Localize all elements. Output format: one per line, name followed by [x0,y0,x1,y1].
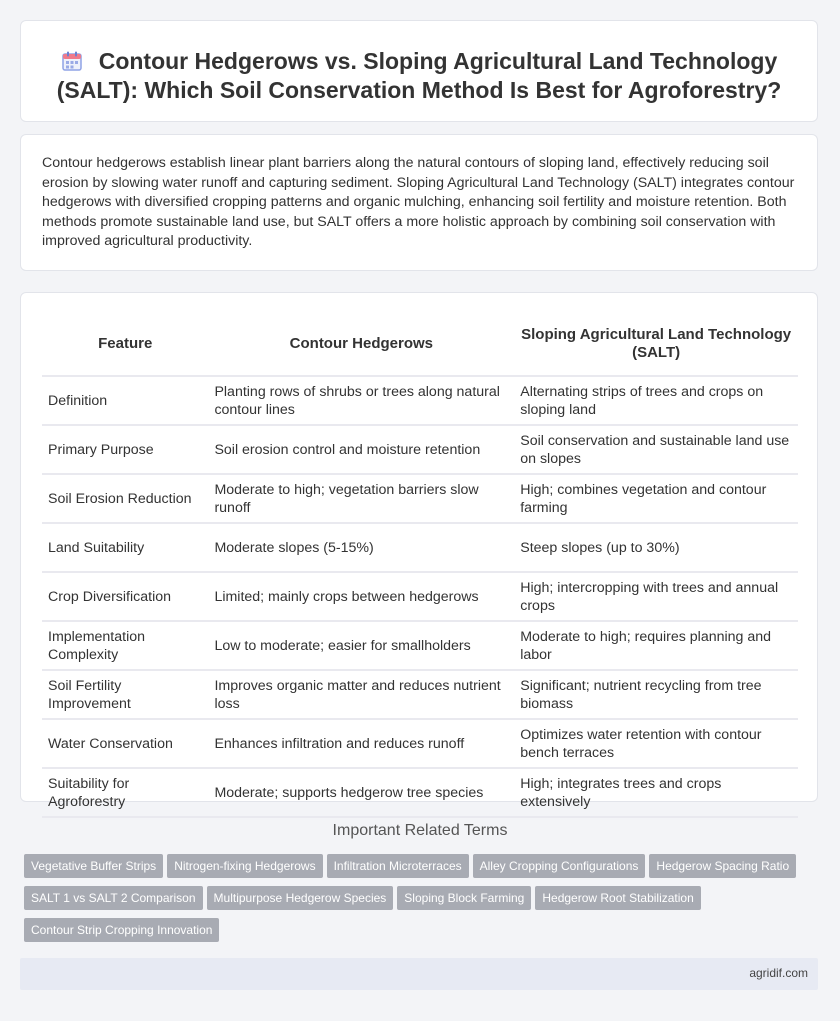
related-terms-list [24,854,824,950]
comparison-table [42,313,798,818]
intro-paragraph: Contour hedgerows establish linear plant barriers along the natural contours of sloping land, effectively reducing soil erosion by slowing water runoff and capturing sediment. Sloping Agricultural Land Technology (SALT) integrates contour hedgerows with diversified cropping patterns and organic mulching, enhancing soil fertility and moisture retention. Both methods promote sustainable land use, but SALT offers a more holistic approach by combining soil conservation with improved agricultural productivity. [42,155,795,250]
cell-salt: Soil conservation and sustainable land use on slopes [514,425,798,474]
cell-feature: Suitability for Agroforestry [42,768,208,817]
related-term-tag[interactable]: Multipurpose Hedgerow Species [207,886,394,910]
table-row [42,768,798,817]
cell-contour-hedgerows: Limited; mainly crops between hedgerows [208,572,514,621]
header-salt: Sloping Agricultural Land Technology (SALT) [514,313,798,376]
cell-feature: Definition [42,376,208,425]
cell-feature: Soil Erosion Reduction [42,474,208,523]
related-term-tag[interactable]: Vegetative Buffer Strips [24,854,163,878]
table-row [42,670,798,719]
related-term-tag[interactable]: Sloping Block Farming [397,886,531,910]
cell-salt: Alternating strips of trees and crops on sloping land [514,376,798,425]
calendar-icon [61,50,83,72]
comparison-card [20,292,818,810]
cell-feature: Land Suitability [42,523,208,572]
cell-contour-hedgerows: Improves organic matter and reduces nutrient loss [208,670,514,719]
related-term-tag[interactable]: Hedgerow Root Stabilization [535,886,700,910]
header-contour-hedgerows: Contour Hedgerows [208,313,514,376]
cell-feature: Implementation Complexity [42,621,208,670]
table-row [42,474,798,523]
table-row [42,572,798,621]
related-terms-title: Important Related Terms [332,822,508,839]
table-header-row [42,313,798,376]
page-title [21,47,817,105]
cell-contour-hedgerows: Moderate; supports hedgerow tree species [208,768,514,817]
title-card [20,20,818,122]
cell-salt: High; combines vegetation and contour farming [514,474,798,523]
related-term-tag[interactable]: Contour Strip Cropping Innovation [24,918,219,942]
cell-contour-hedgerows: Low to moderate; easier for smallholders [208,621,514,670]
cell-contour-hedgerows: Moderate slopes (5-15%) [208,523,514,572]
cell-contour-hedgerows: Enhances infiltration and reduces runoff [208,719,514,768]
table-row [42,523,798,572]
cell-salt: High; intercropping with trees and annual crops [514,572,798,621]
cell-salt: Optimizes water retention with contour bench terraces [514,719,798,768]
table-row [42,719,798,768]
cell-salt: High; integrates trees and crops extensively [514,768,798,817]
footer [20,958,818,990]
cell-salt: Significant; nutrient recycling from tree biomass [514,670,798,719]
cell-salt: Moderate to high; requires planning and labor [514,621,798,670]
table-row [42,621,798,670]
cell-salt: Steep slopes (up to 30%) [514,523,798,572]
table-row [42,376,798,425]
header-feature: Feature [42,313,208,376]
related-term-tag[interactable]: SALT 1 vs SALT 2 Comparison [24,886,203,910]
cell-contour-hedgerows: Planting rows of shrubs or trees along natural contour lines [208,376,514,425]
intro-card [20,134,818,271]
related-term-tag[interactable]: Alley Cropping Configurations [473,854,646,878]
related-term-tag[interactable]: Nitrogen-fixing Hedgerows [167,854,322,878]
page-title-text: Contour Hedgerows vs. Sloping Agricultural Land Technology (SALT): Which Soil Conservation Method Is Best for Agroforestry? [56,48,782,103]
footer-site[interactable]: agridif.com [749,966,808,980]
table-row [42,425,798,474]
cell-feature: Primary Purpose [42,425,208,474]
cell-contour-hedgerows: Soil erosion control and moisture retention [208,425,514,474]
cell-contour-hedgerows: Moderate to high; vegetation barriers slow runoff [208,474,514,523]
related-term-tag[interactable]: Infiltration Microterraces [327,854,469,878]
cell-feature: Crop Diversification [42,572,208,621]
cell-feature: Water Conservation [42,719,208,768]
cell-feature: Soil Fertility Improvement [42,670,208,719]
related-term-tag[interactable]: Hedgerow Spacing Ratio [649,854,796,878]
